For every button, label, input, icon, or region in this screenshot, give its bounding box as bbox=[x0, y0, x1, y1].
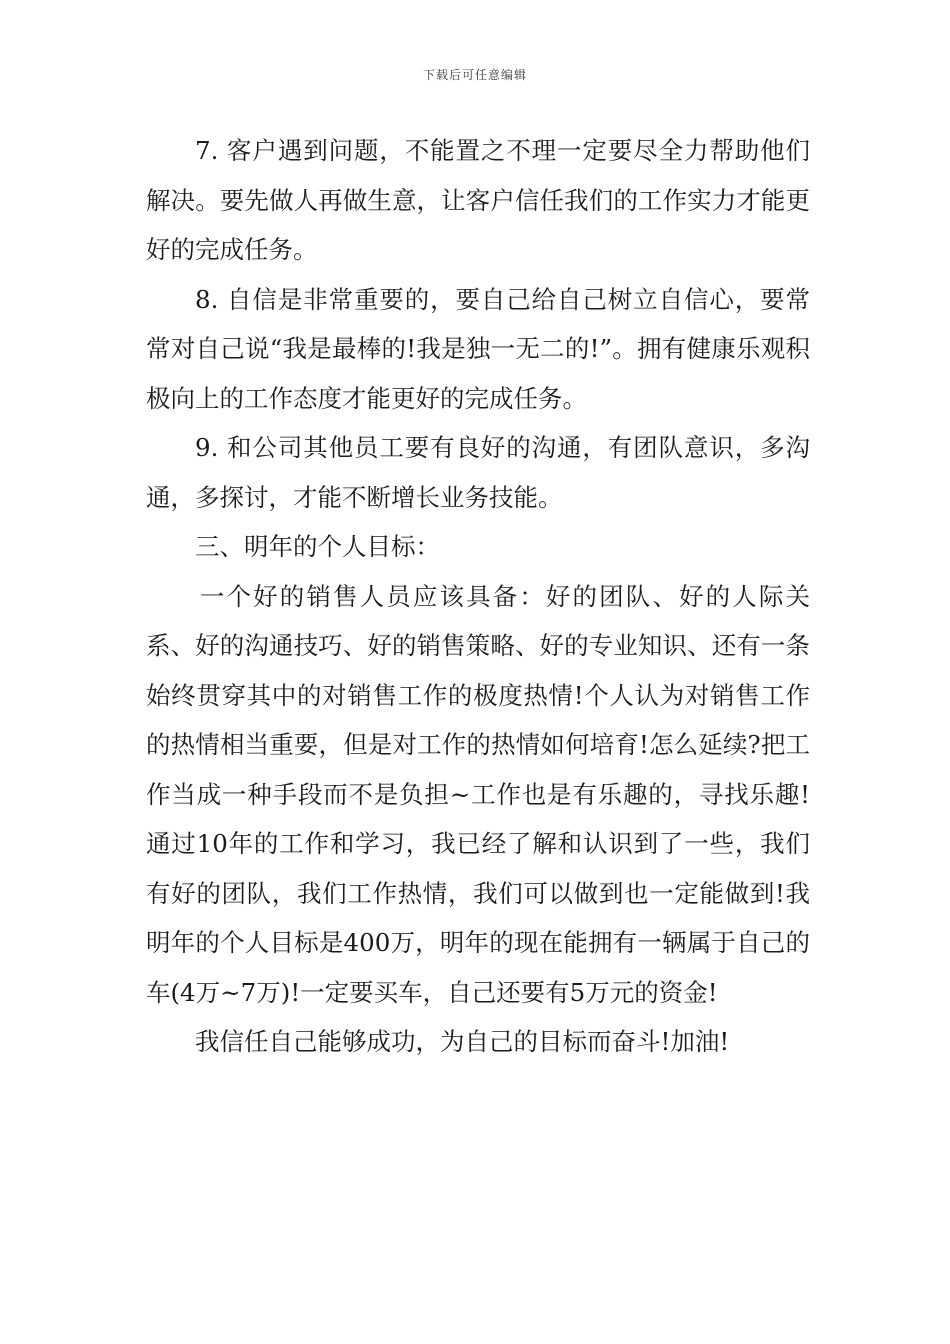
header-note: 下载后可任意编辑 bbox=[422, 68, 527, 82]
paragraph-item-7: 7. 客户遇到问题，不能置之不理一定要尽全力帮助他们解决。要先做人再做生意，让客户信任我们的工作实力才能更好的完成任务。 bbox=[146, 136, 810, 264]
document-body bbox=[146, 126, 810, 1067]
paragraph-item-8: 8. 自信是非常重要的，要自己给自己树立自信心，要常常对自己说“我是最棒的!我是独一无二的!”。拥有健康乐观积极向上的工作态度才能更好的完成任务。 bbox=[146, 284, 810, 413]
section-heading-next-year-goals: 三、明年的个人目标： bbox=[195, 532, 440, 561]
paragraph-goals: 一个好的销售人员应该具备：好的团队、好的人际关系、好的沟通技巧、好的销售策略、好的专业知识、还有一条始终贯穿其中的对销售工作的极度热情!个人认为对销售工作的热情相当重要，但是对工作的热情如何培育!怎么延续?把工作当成一种手段而不是负担~工作也是有乐趣的，寻找乐趣!通过10年的工作和学习，我已经了解和认识到了一些，我们有好的团队，我们工作热情，我们可以做到也一定能做到!我明年的个人目标是400万，明年的现在能拥有一辆属于自己的车(4万~7万)!一定要买车，自己还要有5万元的资金! bbox=[146, 581, 810, 1007]
paragraph-closing: 我信任自己能够成功，为自己的目标而奋斗!加油! bbox=[195, 1027, 730, 1056]
paragraph-item-9: 9. 和公司其他员工要有良好的沟通，有团队意识，多沟通，多探讨，才能不断增长业务技能。 bbox=[146, 433, 810, 512]
